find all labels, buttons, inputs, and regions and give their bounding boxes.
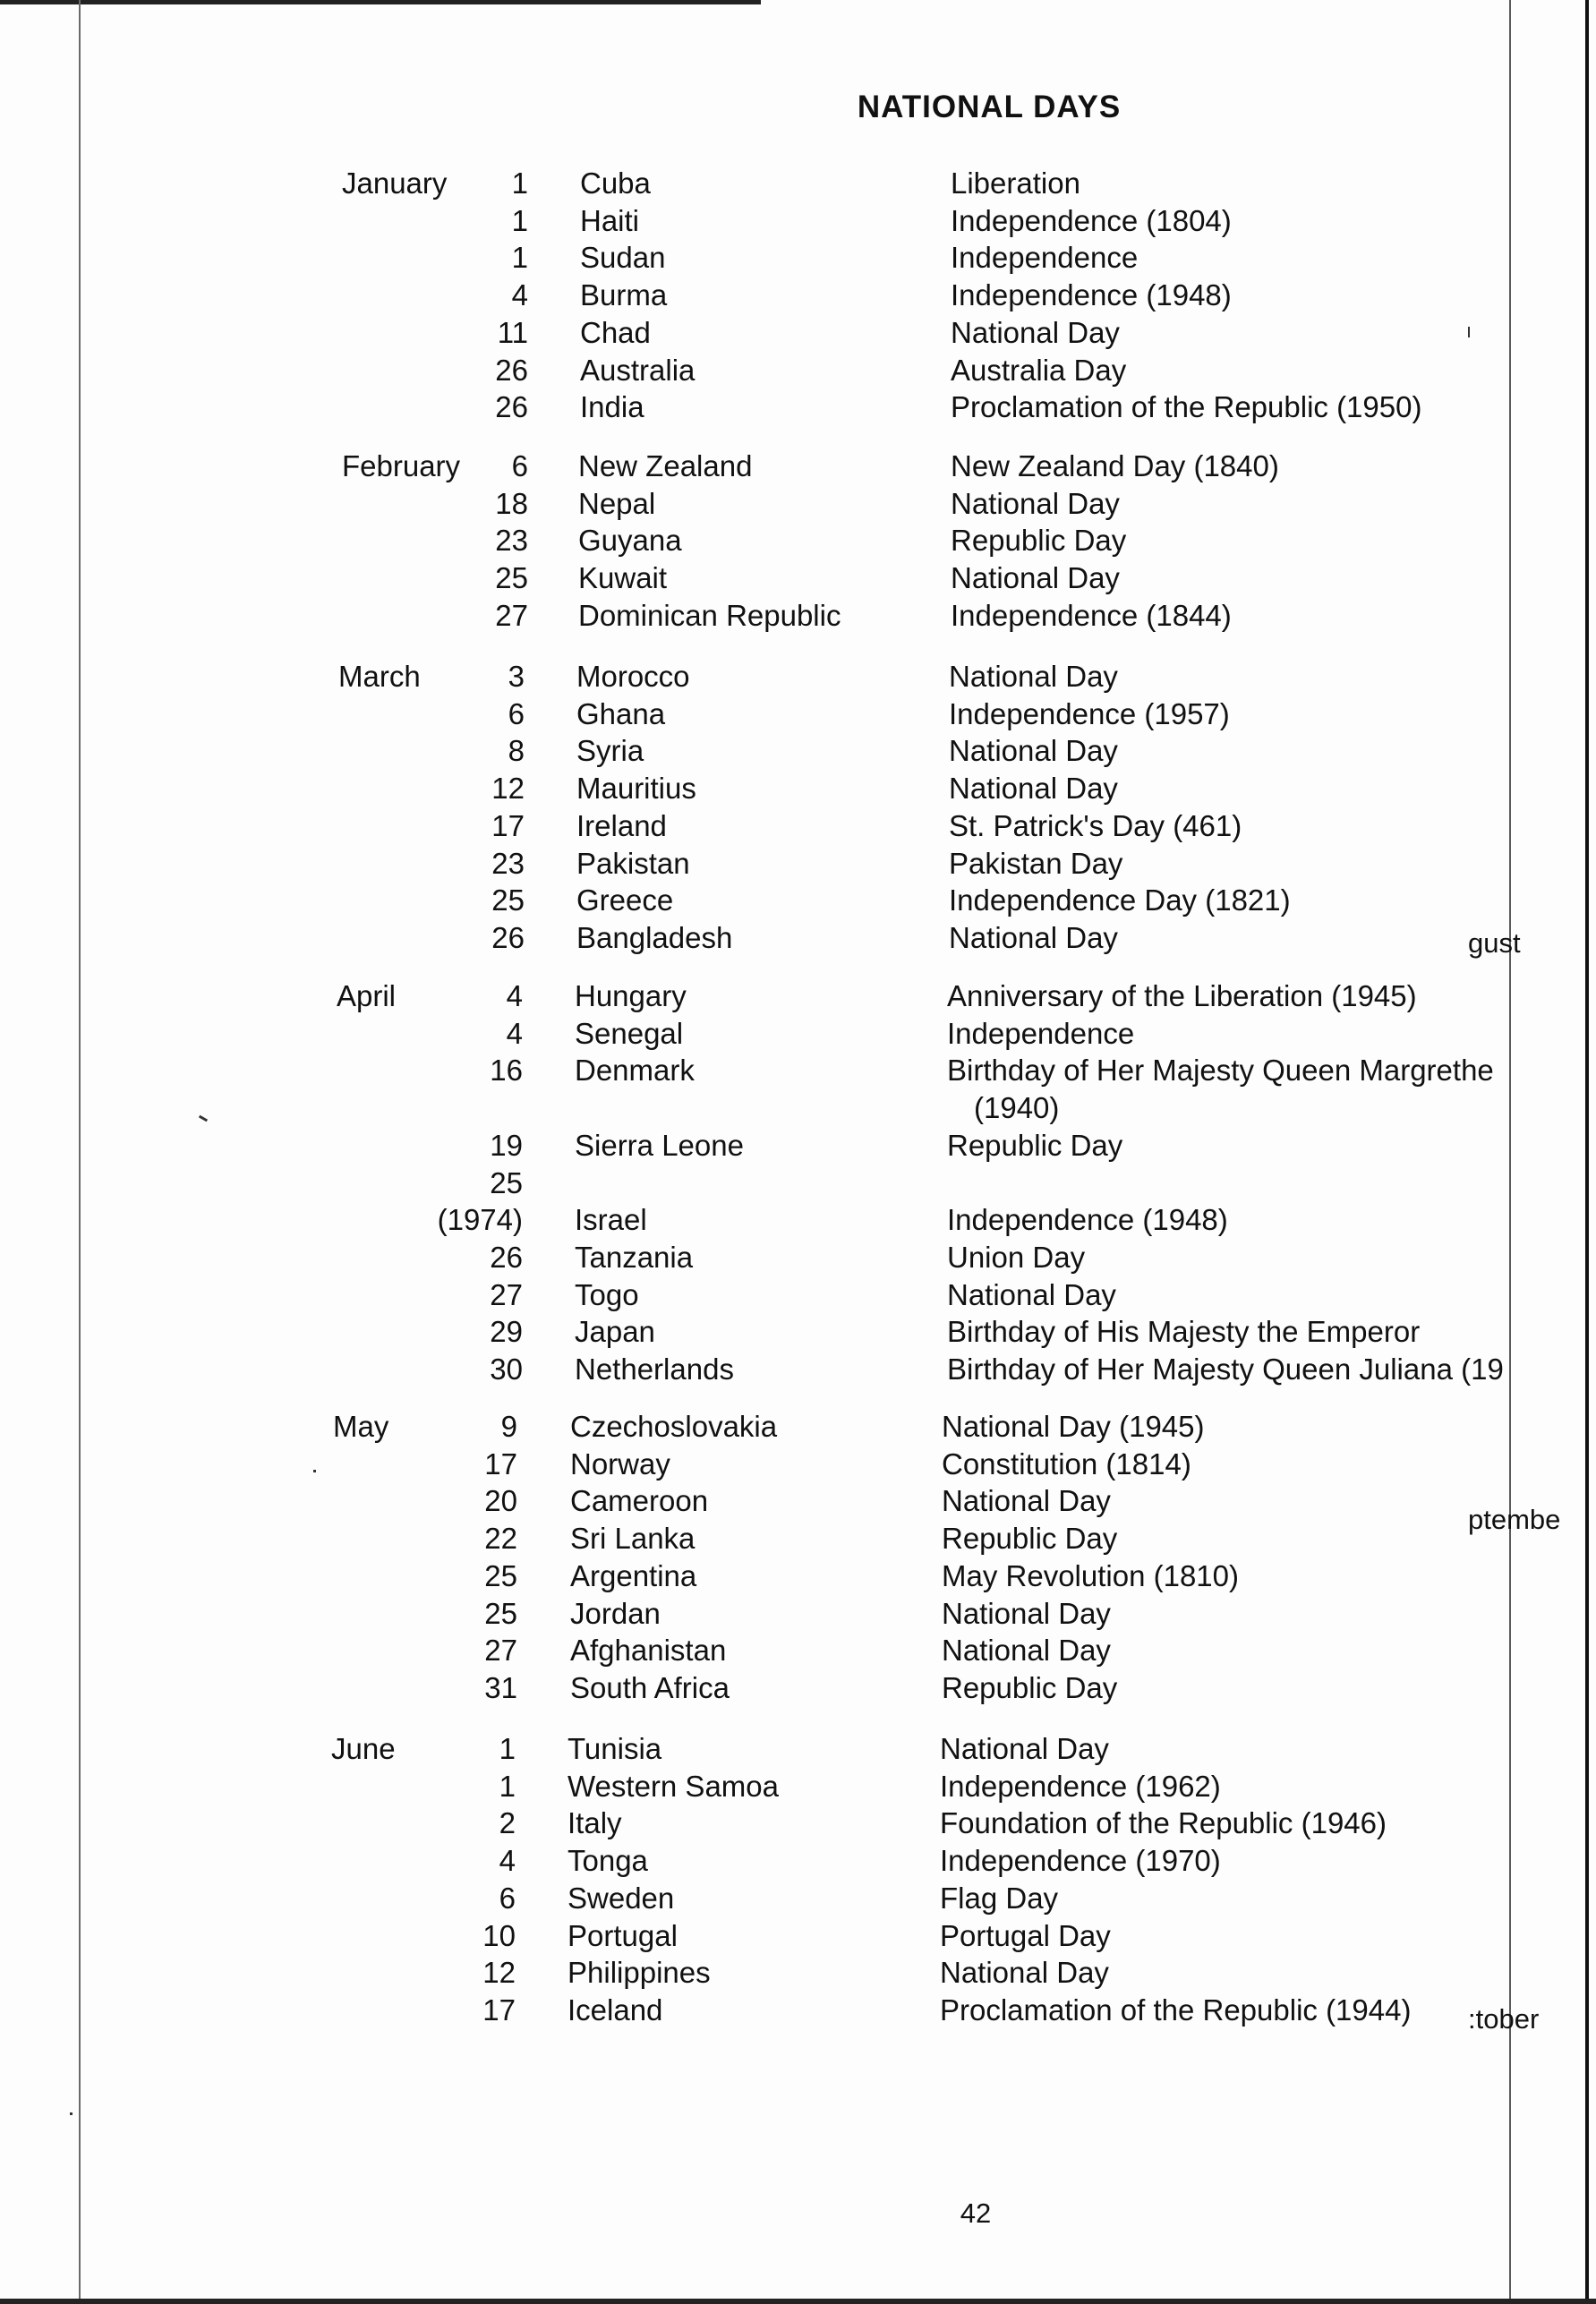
event-cell: Australia Day: [951, 353, 1127, 387]
table-row: [0, 1520, 1596, 1557]
table-row: [0, 559, 1596, 597]
scan-speck: [70, 2112, 73, 2115]
month-label: January: [342, 166, 448, 200]
table-row: [0, 448, 1596, 485]
day-cell: 30: [490, 1353, 523, 1386]
country-cell: Japan: [575, 1315, 655, 1349]
table-row: [0, 1917, 1596, 1955]
country-cell: Netherlands: [575, 1353, 734, 1386]
day-cell: 3: [508, 660, 525, 693]
table-row: [0, 597, 1596, 635]
table-row: [0, 658, 1596, 695]
country-cell: Cameroon: [570, 1484, 709, 1518]
table-row: [0, 202, 1596, 240]
day-cell: 25: [491, 883, 525, 917]
country-cell: Sierra Leone: [575, 1128, 744, 1162]
day-cell: 11: [497, 315, 528, 349]
day-cell: 25: [484, 1596, 517, 1630]
event-cell: National Day: [949, 734, 1118, 768]
event-cell: Independence: [951, 241, 1139, 275]
event-cell: Birthday of His Majesty the Emperor: [947, 1315, 1421, 1349]
event-cell: National Day: [951, 561, 1120, 595]
country-cell: New Zealand: [578, 449, 753, 482]
country-cell: India: [580, 390, 644, 424]
table-row: [0, 1595, 1596, 1633]
table-row: [0, 919, 1596, 957]
table-row: [0, 732, 1596, 770]
day-cell: 6: [511, 449, 528, 482]
table-row: [0, 1880, 1596, 1917]
page-number: 42: [960, 2197, 992, 2229]
country-cell: Pakistan: [576, 846, 690, 880]
event-cell: Anniversary of the Liberation (1945): [947, 979, 1417, 1012]
event-cell: Republic Day: [942, 1670, 1118, 1704]
event-cell: National Day: [949, 920, 1118, 954]
day-cell: (1974): [437, 1203, 523, 1237]
country-cell: Portugal: [568, 1918, 678, 1952]
scan-edge-top: [0, 0, 761, 4]
table-row: [0, 977, 1596, 1015]
scan-edge-bottom: [0, 2299, 1596, 2304]
country-cell: Hungary: [575, 979, 687, 1012]
event-cell: Independence (1957): [949, 696, 1230, 730]
country-cell: Israel: [575, 1203, 647, 1237]
day-cell: 23: [495, 524, 528, 558]
country-cell: Chad: [580, 315, 651, 349]
country-cell: Bangladesh: [576, 920, 733, 954]
day-cell: 23: [491, 846, 525, 880]
table-row: [0, 352, 1596, 389]
event-cell: National Day: [951, 486, 1120, 520]
table-row: [0, 1201, 1596, 1239]
day-cell: 25: [484, 1558, 517, 1592]
country-cell: Syria: [576, 734, 644, 768]
day-cell: 1: [511, 203, 528, 237]
event-cell: Independence: [947, 1016, 1135, 1050]
table-row: [0, 1482, 1596, 1520]
event-cell: Birthday of Her Majesty Queen Margrethe: [947, 1054, 1494, 1088]
table-row: [0, 1669, 1596, 1707]
day-cell: 4: [499, 1844, 516, 1878]
day-cell: 4: [506, 1016, 523, 1050]
month-label: May: [333, 1410, 389, 1443]
table-row: [0, 388, 1596, 426]
event-cell: National Day: [940, 1956, 1109, 1990]
day-cell: 8: [508, 734, 525, 768]
table-row: [0, 882, 1596, 919]
event-cell: Republic Day: [942, 1522, 1118, 1556]
country-cell: Ghana: [576, 696, 666, 730]
country-cell: Tonga: [568, 1844, 648, 1878]
margin-fragment: gust: [1468, 927, 1521, 959]
day-cell: 27: [484, 1634, 517, 1668]
table-row: [0, 485, 1596, 523]
day-cell: 4: [511, 278, 528, 312]
day-cell: 12: [491, 772, 525, 806]
country-cell: Haiti: [580, 203, 640, 237]
country-cell: Kuwait: [578, 561, 668, 595]
margin-fragment: ptembe: [1468, 1504, 1561, 1535]
country-cell: Sweden: [568, 1881, 675, 1915]
table-row: [0, 1446, 1596, 1483]
table-row: [0, 1768, 1596, 1805]
event-cell: National Day: [949, 660, 1118, 693]
day-cell: 12: [482, 1956, 516, 1990]
table-row: [0, 1632, 1596, 1669]
month-label: February: [342, 449, 461, 482]
day-cell: 26: [490, 1240, 523, 1274]
table-row: [0, 1313, 1596, 1351]
day-cell: 9: [500, 1410, 517, 1443]
day-cell: 2: [499, 1806, 516, 1840]
event-cell: National Day: [947, 1277, 1116, 1311]
table-row: [0, 522, 1596, 559]
table-row: [0, 165, 1596, 202]
event-cell: Constitution (1814): [942, 1446, 1191, 1481]
event-cell: Independence (1948): [947, 1203, 1228, 1237]
day-cell: 26: [495, 390, 528, 424]
country-cell: Denmark: [575, 1054, 695, 1088]
country-cell: Italy: [568, 1806, 622, 1840]
country-cell: Argentina: [570, 1558, 697, 1592]
country-cell: Philippines: [568, 1956, 711, 1990]
table-row: [0, 314, 1596, 352]
event-cell: St. Patrick's Day (461): [949, 808, 1242, 842]
event-cell: Portugal Day: [940, 1918, 1111, 1952]
country-cell: Sri Lanka: [570, 1522, 696, 1556]
table-row: [0, 1015, 1596, 1053]
country-cell: Czechoslovakia: [570, 1410, 778, 1443]
day-cell: 25: [495, 561, 528, 595]
event-cell: Independence (1844): [951, 598, 1232, 632]
table-row: [0, 1276, 1596, 1314]
country-cell: Guyana: [578, 524, 682, 558]
event-cell: May Revolution (1810): [942, 1558, 1239, 1592]
table-row: [0, 1842, 1596, 1880]
event-cell: National Day (1945): [942, 1410, 1205, 1443]
day-cell: 1: [511, 166, 528, 200]
table-row: [0, 1730, 1596, 1768]
day-cell: 1: [511, 241, 528, 275]
table-row: [0, 845, 1596, 883]
table-row: [0, 1805, 1596, 1842]
table-row-continuation: [0, 1089, 1596, 1127]
country-cell: Ireland: [576, 808, 667, 842]
day-cell: 16: [490, 1054, 523, 1088]
event-cell: National Day: [942, 1484, 1111, 1518]
table-row: [0, 1557, 1596, 1595]
table-row: [0, 695, 1596, 733]
table-row: [0, 1351, 1596, 1388]
country-cell: Senegal: [575, 1016, 684, 1050]
country-cell: Iceland: [568, 1993, 663, 2027]
event-cell: National Day: [949, 772, 1118, 806]
table-row: [0, 277, 1596, 314]
day-cell: 17: [482, 1993, 516, 2027]
country-cell: Greece: [576, 883, 674, 917]
day-cell: 10: [482, 1918, 516, 1952]
day-cell: 25: [490, 1165, 523, 1199]
table-row: [0, 1127, 1596, 1165]
event-cell: New Zealand Day (1840): [951, 449, 1279, 482]
day-cell: 22: [484, 1522, 517, 1556]
event-cell: Liberation: [951, 166, 1080, 200]
country-cell: Cuba: [580, 166, 651, 200]
table-row: [0, 1165, 1596, 1202]
event-cell: Independence (1948): [951, 278, 1232, 312]
country-cell: Western Samoa: [568, 1769, 779, 1803]
country-cell: Jordan: [570, 1596, 661, 1630]
country-cell: Australia: [580, 353, 696, 387]
day-cell: 26: [495, 353, 528, 387]
day-cell: 18: [495, 486, 528, 520]
country-cell: Dominican Republic: [578, 598, 841, 632]
day-cell: 27: [495, 598, 528, 632]
day-cell: 17: [491, 808, 525, 842]
day-cell: 19: [490, 1128, 523, 1162]
country-cell: Tanzania: [575, 1240, 694, 1274]
day-cell: 26: [491, 920, 525, 954]
event-cell: Independence (1970): [940, 1844, 1221, 1878]
event-cell: Foundation of the Republic (1946): [940, 1806, 1387, 1840]
country-cell: Nepal: [578, 486, 656, 520]
country-cell: Togo: [575, 1277, 639, 1311]
event-cell: Birthday of Her Majesty Queen Juliana (19: [947, 1353, 1504, 1386]
table-row: [0, 770, 1596, 807]
day-cell: 6: [499, 1881, 516, 1915]
month-label: June: [331, 1732, 396, 1765]
month-label: April: [337, 979, 397, 1012]
month-label: March: [338, 660, 421, 693]
table-row: [0, 1992, 1596, 2029]
country-cell: Tunisia: [568, 1732, 662, 1765]
day-cell: 20: [484, 1484, 517, 1518]
event-cell: Proclamation of the Republic (1950): [951, 390, 1422, 424]
day-cell: 1: [499, 1732, 516, 1765]
margin-fragment: :tober: [1468, 2003, 1540, 2035]
day-cell: 27: [490, 1277, 523, 1311]
day-cell: 17: [484, 1446, 517, 1481]
table-row: [0, 1408, 1596, 1446]
event-cell: National Day: [951, 315, 1120, 349]
event-cell: Republic Day: [947, 1128, 1123, 1162]
day-cell: 29: [490, 1315, 523, 1349]
event-cell: National Day: [942, 1634, 1111, 1668]
event-cell: National Day: [942, 1596, 1111, 1630]
event-cell: Independence Day (1821): [949, 883, 1291, 917]
event-cell: Proclamation of the Republic (1944): [940, 1993, 1412, 2027]
event-cell: Independence (1804): [951, 203, 1232, 237]
table-row: [0, 1954, 1596, 1992]
country-cell: Burma: [580, 278, 668, 312]
day-cell: 6: [508, 696, 525, 730]
event-cell: Flag Day: [940, 1881, 1059, 1915]
event-cell: Union Day: [947, 1240, 1086, 1274]
day-cell: 1: [499, 1769, 516, 1803]
table-row: [0, 239, 1596, 277]
country-cell: Mauritius: [576, 772, 696, 806]
page-title: NATIONAL DAYS: [857, 90, 1122, 124]
country-cell: Sudan: [580, 241, 666, 275]
table-row: [0, 1052, 1596, 1089]
event-cell: National Day: [940, 1732, 1109, 1765]
event-cell: Independence (1962): [940, 1769, 1221, 1803]
event-cell-continuation: (1940): [974, 1091, 1060, 1125]
country-cell: Norway: [570, 1446, 670, 1481]
country-cell: Afghanistan: [570, 1634, 727, 1668]
event-cell: Pakistan Day: [949, 846, 1123, 880]
event-cell: Republic Day: [951, 524, 1127, 558]
table-row: [0, 1239, 1596, 1276]
day-cell: 4: [506, 979, 523, 1012]
table-row: [0, 807, 1596, 845]
country-cell: South Africa: [570, 1670, 730, 1704]
country-cell: Morocco: [576, 660, 690, 693]
day-cell: 31: [484, 1670, 517, 1704]
